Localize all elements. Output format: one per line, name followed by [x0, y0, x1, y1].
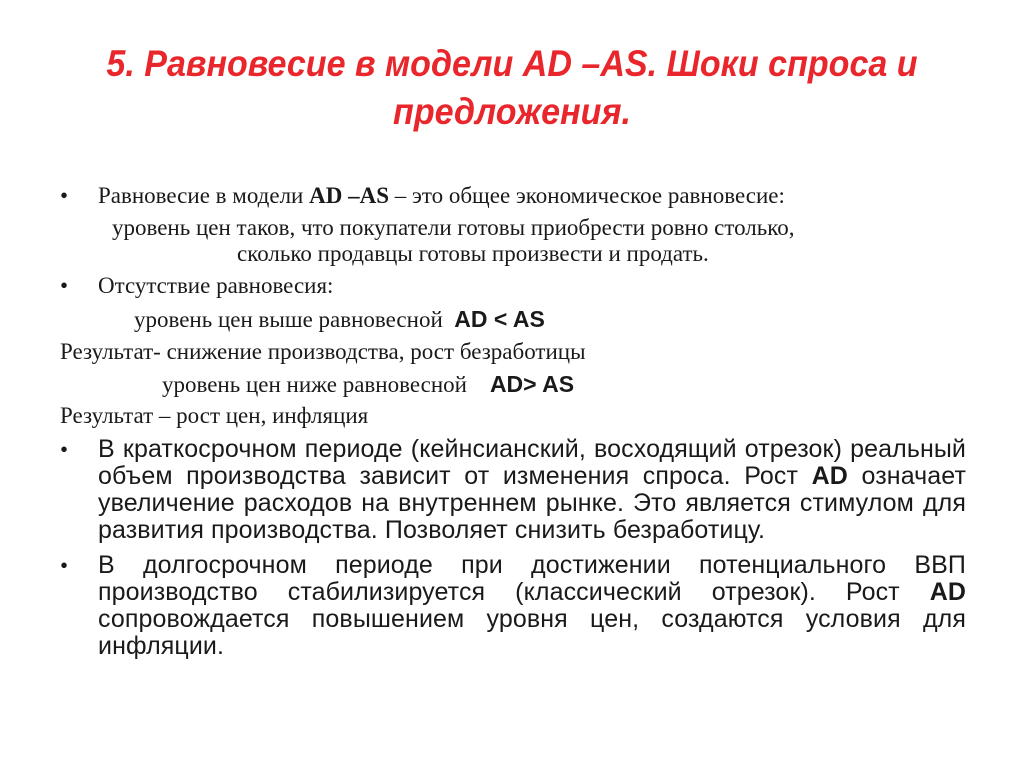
bullet-marker: • [60, 183, 69, 208]
disequilibrium-heading: Отсутствие равновесия: [98, 273, 334, 298]
case-price-above: уровень цен выше равновесной AD < AS [134, 306, 545, 332]
slide-title [96, 40, 928, 136]
long-run-paragraph: В долгосрочном периоде при достижении потенциального ВВП производство стабилизируется (классический отрезок). Рост AD сопровождается повышением уровня цен, создаются условия для инфляции. [98, 551, 966, 660]
bullet-marker: • [60, 553, 69, 578]
relation-ad-greater-as: AD> AS [489, 371, 575, 397]
equilibrium-definition: Равновесие в модели AD –AS – это общее экономическое равновесие: [98, 183, 785, 208]
equilibrium-desc-line-1: уровень цен таков, что покупатели готовы приобрести ровно столько, [112, 215, 795, 240]
short-run-paragraph: В краткосрочном периоде (кейнсианский, восходящий отрезок) реальный объем производства зависит от изменения спроса. Рост AD означает увеличение расходов на внутреннем рынке. Это является стимулом для развития производства. Позволяет снизить безработицу. [98, 435, 967, 544]
title-line-1: 5. Равновесие в модели AD –AS. Шоки спроса и [106, 43, 918, 84]
equilibrium-desc-line-2: сколько продавцы готовы произвести и продать. [237, 241, 709, 266]
bullet-marker: • [60, 437, 69, 462]
bullet-marker: • [60, 273, 69, 298]
title-line-2: предложения. [393, 91, 631, 132]
result-below: Результат – рост цен, инфляция [60, 403, 369, 428]
relation-ad-less-as: AD < AS [454, 306, 545, 332]
ad-as-label: AD –AS [309, 183, 389, 208]
result-above: Результат- снижение производства, рост безработицы [60, 339, 586, 364]
case-price-below: уровень цен ниже равновесной AD> AS [162, 371, 575, 397]
